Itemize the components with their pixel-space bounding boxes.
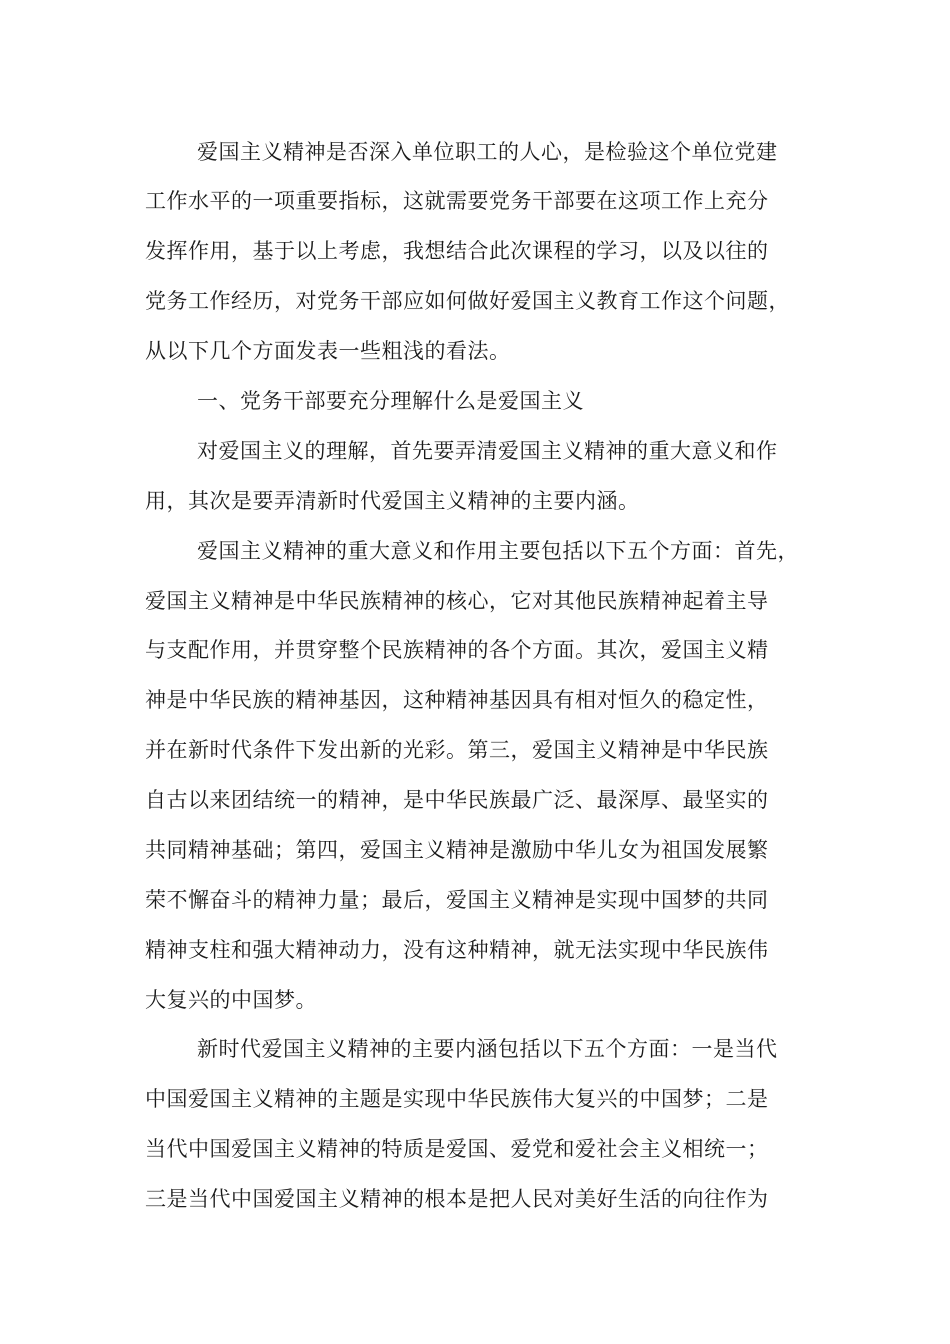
text-line: 党务工作经历，对党务干部应如何做好爱国主义教育工作这个问题， <box>145 289 790 313</box>
text-line: 荣不懈奋斗的精神力量；最后，爱国主义精神是实现中国梦的共同 <box>145 888 769 912</box>
text-line: 神是中华民族的精神基因，这种精神基因具有相对恒久的稳定性， <box>145 688 769 712</box>
text-line: 大复兴的中国梦。 <box>145 988 317 1012</box>
text-line: 精神支柱和强大精神动力，没有这种精神，就无法实现中华民族伟 <box>145 938 769 962</box>
text-line: 自古以来团结统一的精神，是中华民族最广泛、最深厚、最坚实的 <box>145 788 769 812</box>
text-line: 从以下几个方面发表一些粗浅的看法。 <box>145 339 511 363</box>
text-line: 工作水平的一项重要指标，这就需要党务干部要在这项工作上充分 <box>145 189 769 213</box>
text-line: 中国爱国主义精神的主题是实现中华民族伟大复兴的中国梦；二是 <box>145 1087 769 1111</box>
text-line: 新时代爱国主义精神的主要内涵包括以下五个方面：一是当代 <box>197 1037 778 1061</box>
text-line: 三是当代中国爱国主义精神的根本是把人民对美好生活的向往作为 <box>145 1187 769 1211</box>
text-line: 对爱国主义的理解，首先要弄清爱国主义精神的重大意义和作 <box>197 439 778 463</box>
text-line: 当代中国爱国主义精神的特质是爱国、爱党和爱社会主义相统一； <box>145 1137 769 1161</box>
text-line: 爱国主义精神的重大意义和作用主要包括以下五个方面：首先， <box>197 539 799 563</box>
text-line: 用，其次是要弄清新时代爱国主义精神的主要内涵。 <box>145 489 640 513</box>
text-line: 并在新时代条件下发出新的光彩。第三，爱国主义精神是中华民族 <box>145 738 769 762</box>
text-line: 发挥作用，基于以上考虑，我想结合此次课程的学习，以及以往的 <box>145 239 769 263</box>
text-line: 爱国主义精神是否深入单位职工的人心，是检验这个单位党建 <box>197 140 778 164</box>
text-line: 爱国主义精神是中华民族精神的核心，它对其他民族精神起着主导 <box>145 589 769 613</box>
text-line: 共同精神基础；第四，爱国主义精神是激励中华儿女为祖国发展繁 <box>145 838 769 862</box>
section-heading: 一、党务干部要充分理解什么是爱国主义 <box>197 389 584 413</box>
text-line: 与支配作用，并贯穿整个民族精神的各个方面。其次，爱国主义精 <box>145 638 769 662</box>
